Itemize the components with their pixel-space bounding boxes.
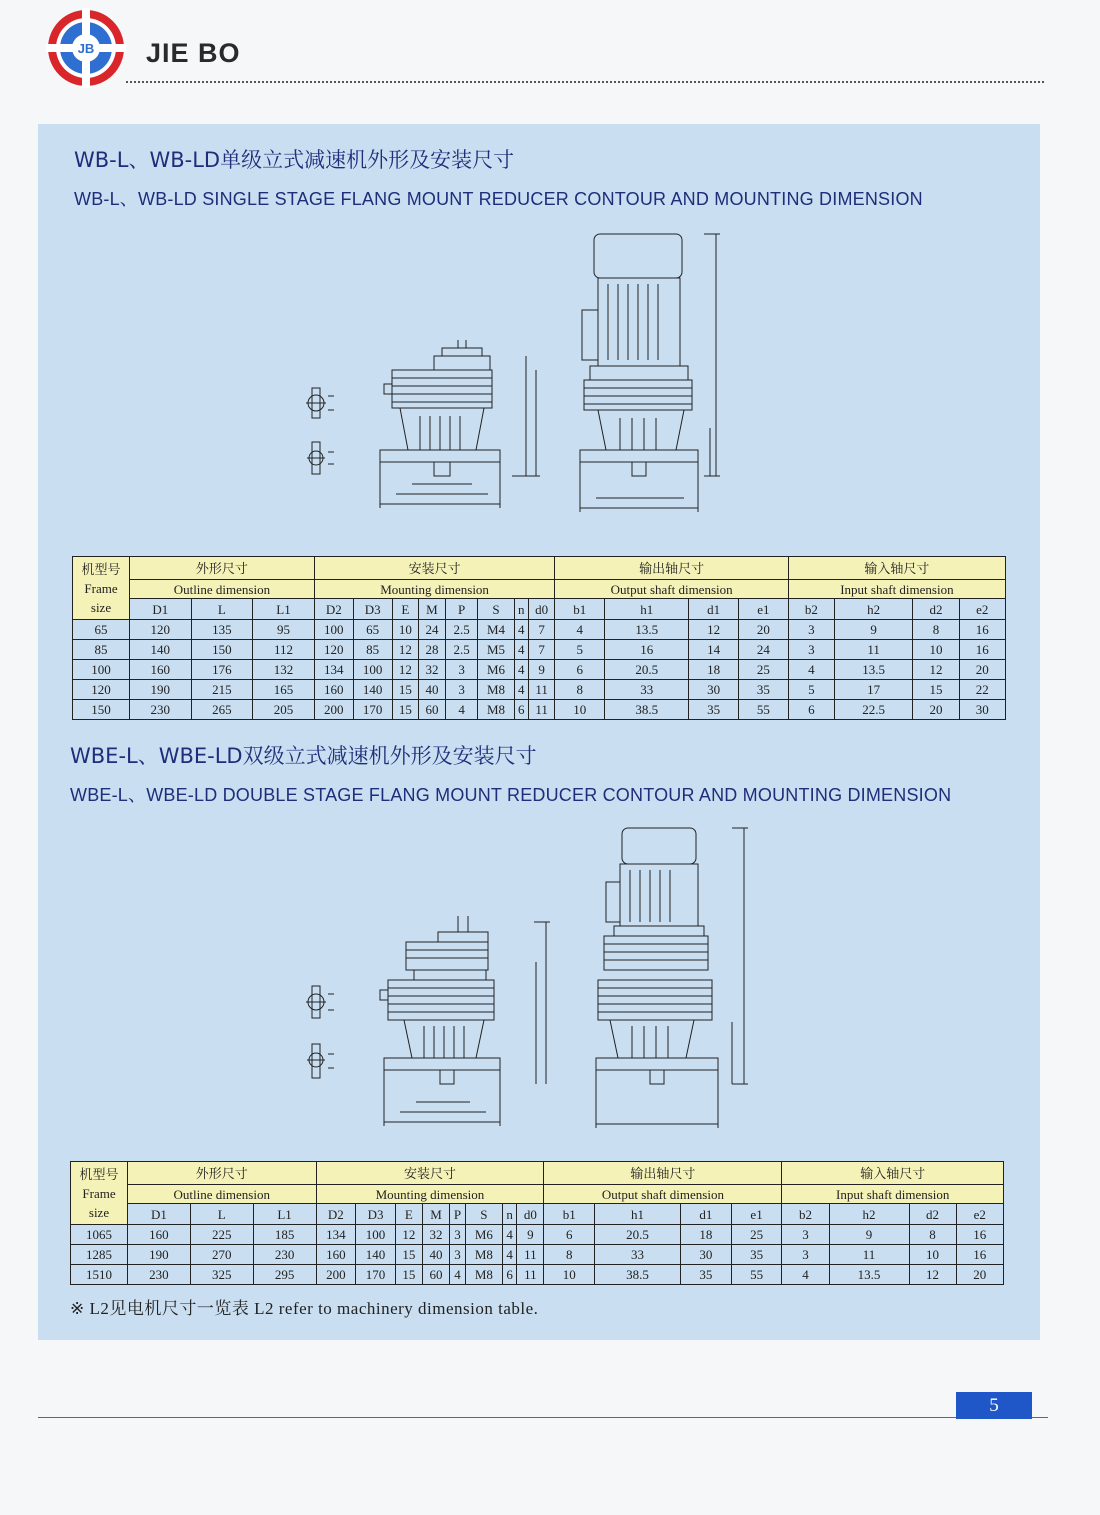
table-cell: 10	[555, 700, 605, 720]
table-cell: 4	[555, 620, 605, 640]
table-cell: 9	[528, 660, 555, 680]
table-cell: 12	[689, 620, 739, 640]
column-header: L	[190, 1204, 253, 1225]
table-cell: 95	[253, 620, 315, 640]
table-cell: 20	[913, 700, 959, 720]
table-cell: 30	[689, 680, 739, 700]
table-cell: 3	[782, 1245, 829, 1265]
table-cell: 3	[788, 620, 834, 640]
single-stage-dimension-table	[72, 556, 1006, 720]
table-cell: 9	[834, 620, 912, 640]
table-cell: 30	[681, 1245, 732, 1265]
table-cell: 6	[788, 700, 834, 720]
column-header: D1	[130, 599, 192, 620]
column-header: L1	[253, 599, 315, 620]
input-header-en: Input shaft dimension	[782, 1185, 1004, 1204]
table-cell: 225	[190, 1225, 253, 1245]
outline-header-en: Outline dimension	[128, 1185, 317, 1204]
table-cell: M8	[478, 680, 514, 700]
table-cell: 35	[681, 1265, 732, 1285]
table-cell: 9	[829, 1225, 909, 1245]
column-header: D2	[314, 599, 353, 620]
table-cell: 15	[395, 1245, 422, 1265]
table-cell: 13.5	[829, 1265, 909, 1285]
table-cell: 55	[731, 1265, 782, 1285]
table-cell: 8	[544, 1245, 595, 1265]
table-cell: 5	[788, 680, 834, 700]
table-cell: 18	[689, 660, 739, 680]
table-cell: M6	[478, 660, 514, 680]
double-stage-dimension-table	[70, 1161, 1004, 1285]
table-cell: 8	[909, 1225, 956, 1245]
frame-size-cell: 1285	[71, 1245, 128, 1265]
column-header: b1	[544, 1204, 595, 1225]
section2-title-cn: WBE-L、WBE-LD双级立式减速机外形及安装尺寸	[70, 744, 537, 768]
logo-monogram: JB	[77, 41, 95, 56]
table-cell: 11	[834, 640, 912, 660]
table-cell: 132	[253, 660, 315, 680]
column-header: D1	[128, 1204, 191, 1225]
output-header-cn: 输出轴尺寸	[555, 557, 788, 580]
table-cell: 35	[689, 700, 739, 720]
frame-size-cell: 120	[73, 680, 130, 700]
output-header-cn: 输出轴尺寸	[544, 1162, 782, 1185]
column-header: b1	[555, 599, 605, 620]
table-cell: 30	[959, 700, 1005, 720]
table-cell: 38.5	[595, 1265, 681, 1285]
table-cell: 5	[555, 640, 605, 660]
table-cell: 3	[445, 660, 478, 680]
table-cell: 215	[191, 680, 253, 700]
table-cell: 176	[191, 660, 253, 680]
shaft-key-detail-1	[306, 986, 334, 1018]
table-cell: 160	[130, 660, 192, 680]
table-cell: 16	[605, 640, 689, 660]
table-cell: 25	[739, 660, 789, 680]
column-header: e2	[956, 1204, 1003, 1225]
table-cell: 12	[392, 640, 419, 660]
column-header: n	[502, 1204, 517, 1225]
mounting-header-en: Mounting dimension	[316, 1185, 544, 1204]
column-header: D3	[356, 1204, 396, 1225]
table-row	[71, 1265, 1004, 1285]
table-cell: 60	[419, 700, 446, 720]
table-cell: 20	[739, 620, 789, 640]
table-cell: 85	[353, 640, 392, 660]
table-cell: 270	[190, 1245, 253, 1265]
table-cell: 140	[130, 640, 192, 660]
page-number: 5	[956, 1392, 1032, 1419]
column-header: E	[395, 1204, 422, 1225]
column-header: d2	[913, 599, 959, 620]
table-cell: 20	[959, 660, 1005, 680]
table-cell: 16	[956, 1225, 1003, 1245]
table-cell: 33	[595, 1245, 681, 1265]
table-cell: M8	[465, 1265, 502, 1285]
table-cell: 230	[128, 1265, 191, 1285]
table-cell: 170	[353, 700, 392, 720]
table-cell: 11	[517, 1265, 544, 1285]
table-cell: 65	[353, 620, 392, 640]
table-cell: 140	[356, 1245, 396, 1265]
table-cell: 4	[514, 660, 528, 680]
table-cell: 325	[190, 1265, 253, 1285]
table-cell: 8	[913, 620, 959, 640]
table-cell: 12	[909, 1265, 956, 1285]
frame-size-header: 机型号 Frame size	[71, 1162, 128, 1225]
shaft-key-detail-2	[307, 1044, 334, 1078]
table-cell: 190	[128, 1245, 191, 1265]
table-cell: 22	[959, 680, 1005, 700]
table-cell: 3	[788, 640, 834, 660]
table-cell: 9	[517, 1225, 544, 1245]
table-row	[73, 660, 1006, 680]
column-header: d0	[517, 1204, 544, 1225]
column-header: P	[445, 599, 478, 620]
table-cell: 4	[445, 700, 478, 720]
section2-title-en: WBE-L、WBE-LD DOUBLE STAGE FLANG MOUNT REDUCER CONTOUR AND MOUNTING DIMENSION	[70, 785, 952, 805]
outline-header-en: Outline dimension	[130, 580, 315, 599]
table-cell: 17	[834, 680, 912, 700]
table-cell: 4	[514, 620, 528, 640]
table-cell: 24	[739, 640, 789, 660]
table-cell: 10	[913, 640, 959, 660]
table-cell: 10	[392, 620, 419, 640]
column-header: h2	[829, 1204, 909, 1225]
table-cell: 160	[316, 1245, 356, 1265]
table-cell: 13.5	[605, 620, 689, 640]
output-header-en: Output shaft dimension	[555, 580, 788, 599]
mounting-header-cn: 安装尺寸	[314, 557, 555, 580]
table-cell: 135	[191, 620, 253, 640]
table-cell: 4	[514, 680, 528, 700]
table-cell: 190	[130, 680, 192, 700]
column-header: e1	[739, 599, 789, 620]
table-cell: 22.5	[834, 700, 912, 720]
mounting-header-en: Mounting dimension	[314, 580, 555, 599]
table-cell: 6	[544, 1225, 595, 1245]
section1-title-en: WB-L、WB-LD SINGLE STAGE FLANG MOUNT REDUCER CONTOUR AND MOUNTING DIMENSION	[74, 189, 923, 209]
table-cell: 15	[392, 700, 419, 720]
table-cell: 230	[253, 1245, 316, 1265]
table-cell: 35	[731, 1245, 782, 1265]
column-header: b2	[782, 1204, 829, 1225]
output-header-en: Output shaft dimension	[544, 1185, 782, 1204]
table-cell: 13.5	[834, 660, 912, 680]
input-header-cn: 输入轴尺寸	[782, 1162, 1004, 1185]
table-cell: M4	[478, 620, 514, 640]
column-header: h1	[605, 599, 689, 620]
brand-name: JIE BO	[146, 38, 241, 68]
column-header: L	[191, 599, 253, 620]
outline-header-cn: 外形尺寸	[128, 1162, 317, 1185]
table-cell: 32	[422, 1225, 449, 1245]
single-stage-reducer-drawing	[300, 228, 740, 518]
table-cell: 265	[191, 700, 253, 720]
table-cell: 100	[356, 1225, 396, 1245]
column-header: M	[422, 1204, 449, 1225]
table-cell: 3	[445, 680, 478, 700]
table-cell: M8	[465, 1245, 502, 1265]
table-cell: 11	[517, 1245, 544, 1265]
column-header: b2	[788, 599, 834, 620]
column-header: L1	[253, 1204, 316, 1225]
column-header: n	[514, 599, 528, 620]
table-cell: 16	[959, 640, 1005, 660]
column-header: d0	[528, 599, 555, 620]
column-header: D3	[353, 599, 392, 620]
table-cell: 150	[191, 640, 253, 660]
table-cell: 25	[731, 1225, 782, 1245]
column-header: D2	[316, 1204, 356, 1225]
table-cell: 40	[419, 680, 446, 700]
frame-size-cell: 150	[73, 700, 130, 720]
frame-size-cell: 65	[73, 620, 130, 640]
left-reducer	[380, 340, 540, 508]
frame-size-header: 机型号 Frame size	[73, 557, 130, 620]
table-cell: 20.5	[605, 660, 689, 680]
table-cell: 3	[450, 1225, 466, 1245]
table-cell: 200	[314, 700, 353, 720]
table-cell: 40	[422, 1245, 449, 1265]
column-header: S	[478, 599, 514, 620]
table-cell: 18	[681, 1225, 732, 1245]
table-cell: 160	[128, 1225, 191, 1245]
table-cell: 2.5	[445, 620, 478, 640]
table-cell: 11	[528, 680, 555, 700]
table-cell: 3	[450, 1245, 466, 1265]
table-row	[73, 620, 1006, 640]
table-cell: M5	[478, 640, 514, 660]
shaft-key-detail-2	[307, 442, 334, 474]
table-cell: 14	[689, 640, 739, 660]
column-header: S	[465, 1204, 502, 1225]
column-header: h2	[834, 599, 912, 620]
input-header-en: Input shaft dimension	[788, 580, 1005, 599]
table-row	[73, 640, 1006, 660]
column-header: M	[419, 599, 446, 620]
header-divider	[126, 81, 1044, 83]
frame-size-cell: 85	[73, 640, 130, 660]
table-cell: 112	[253, 640, 315, 660]
column-header: d1	[681, 1204, 732, 1225]
frame-size-cell: 1065	[71, 1225, 128, 1245]
table-cell: 4	[788, 660, 834, 680]
table-cell: 15	[392, 680, 419, 700]
table-cell: 11	[528, 700, 555, 720]
table-cell: 185	[253, 1225, 316, 1245]
table-cell: 7	[528, 620, 555, 640]
table-cell: 295	[253, 1265, 316, 1285]
table-cell: 4	[514, 640, 528, 660]
frame-size-cell: 1510	[71, 1265, 128, 1285]
table-cell: 200	[316, 1265, 356, 1285]
column-header: d1	[689, 599, 739, 620]
table-cell: 28	[419, 640, 446, 660]
table-cell: 55	[739, 700, 789, 720]
table-cell: 16	[959, 620, 1005, 640]
outline-header-cn: 外形尺寸	[130, 557, 315, 580]
table-cell: 35	[739, 680, 789, 700]
table-cell: 15	[913, 680, 959, 700]
table-cell: 170	[356, 1265, 396, 1285]
table-cell: 20.5	[595, 1225, 681, 1245]
table-cell: 8	[555, 680, 605, 700]
left-double-reducer	[380, 916, 550, 1126]
table-cell: 230	[130, 700, 192, 720]
table-cell: 12	[392, 660, 419, 680]
table-cell: 120	[314, 640, 353, 660]
mounting-header-cn: 安装尺寸	[316, 1162, 544, 1185]
table-cell: 32	[419, 660, 446, 680]
table-row	[71, 1225, 1004, 1245]
table-cell: 12	[913, 660, 959, 680]
column-header: E	[392, 599, 419, 620]
table-cell: 6	[514, 700, 528, 720]
table-cell: 2.5	[445, 640, 478, 660]
table-cell: 6	[555, 660, 605, 680]
table-cell: 15	[395, 1265, 422, 1285]
table-cell: 4	[502, 1225, 517, 1245]
double-stage-reducer-drawing	[300, 822, 760, 1134]
footer-divider	[38, 1417, 1048, 1418]
table-cell: 20	[956, 1265, 1003, 1285]
footnote: ※ L2见电机尺寸一览表 L2 refer to machinery dimension table.	[70, 1299, 539, 1318]
table-cell: 24	[419, 620, 446, 640]
column-header: d2	[909, 1204, 956, 1225]
table-cell: 165	[253, 680, 315, 700]
shaft-key-detail-1	[306, 388, 334, 418]
input-header-cn: 输入轴尺寸	[788, 557, 1005, 580]
table-cell: 33	[605, 680, 689, 700]
table-cell: 10	[544, 1265, 595, 1285]
column-header: P	[450, 1204, 466, 1225]
table-cell: 12	[395, 1225, 422, 1245]
table-cell: 160	[314, 680, 353, 700]
table-cell: 6	[502, 1265, 517, 1285]
table-row	[71, 1245, 1004, 1265]
table-cell: 100	[353, 660, 392, 680]
table-cell: 134	[316, 1225, 356, 1245]
table-cell: 38.5	[605, 700, 689, 720]
right-reducer-with-motor	[580, 234, 720, 512]
table-cell: 4	[450, 1265, 466, 1285]
table-cell: 134	[314, 660, 353, 680]
table-cell: 4	[502, 1245, 517, 1265]
table-row	[73, 700, 1006, 720]
table-cell: 10	[909, 1245, 956, 1265]
section1-title-cn: WB-L、WB-LD单级立式减速机外形及安装尺寸	[74, 148, 515, 172]
table-cell: M8	[478, 700, 514, 720]
column-header: e2	[959, 599, 1005, 620]
table-row	[73, 680, 1006, 700]
table-cell: 11	[829, 1245, 909, 1265]
column-header: e1	[731, 1204, 782, 1225]
table-cell: 7	[528, 640, 555, 660]
column-header: h1	[595, 1204, 681, 1225]
table-cell: 140	[353, 680, 392, 700]
table-cell: 3	[782, 1225, 829, 1245]
table-cell: 4	[782, 1265, 829, 1285]
right-double-reducer-with-motor	[596, 828, 748, 1128]
table-cell: 60	[422, 1265, 449, 1285]
table-cell: 16	[956, 1245, 1003, 1265]
table-cell: 120	[130, 620, 192, 640]
jiebo-logo	[46, 8, 126, 88]
table-cell: 100	[314, 620, 353, 640]
table-cell: M6	[465, 1225, 502, 1245]
frame-size-cell: 100	[73, 660, 130, 680]
table-cell: 205	[253, 700, 315, 720]
